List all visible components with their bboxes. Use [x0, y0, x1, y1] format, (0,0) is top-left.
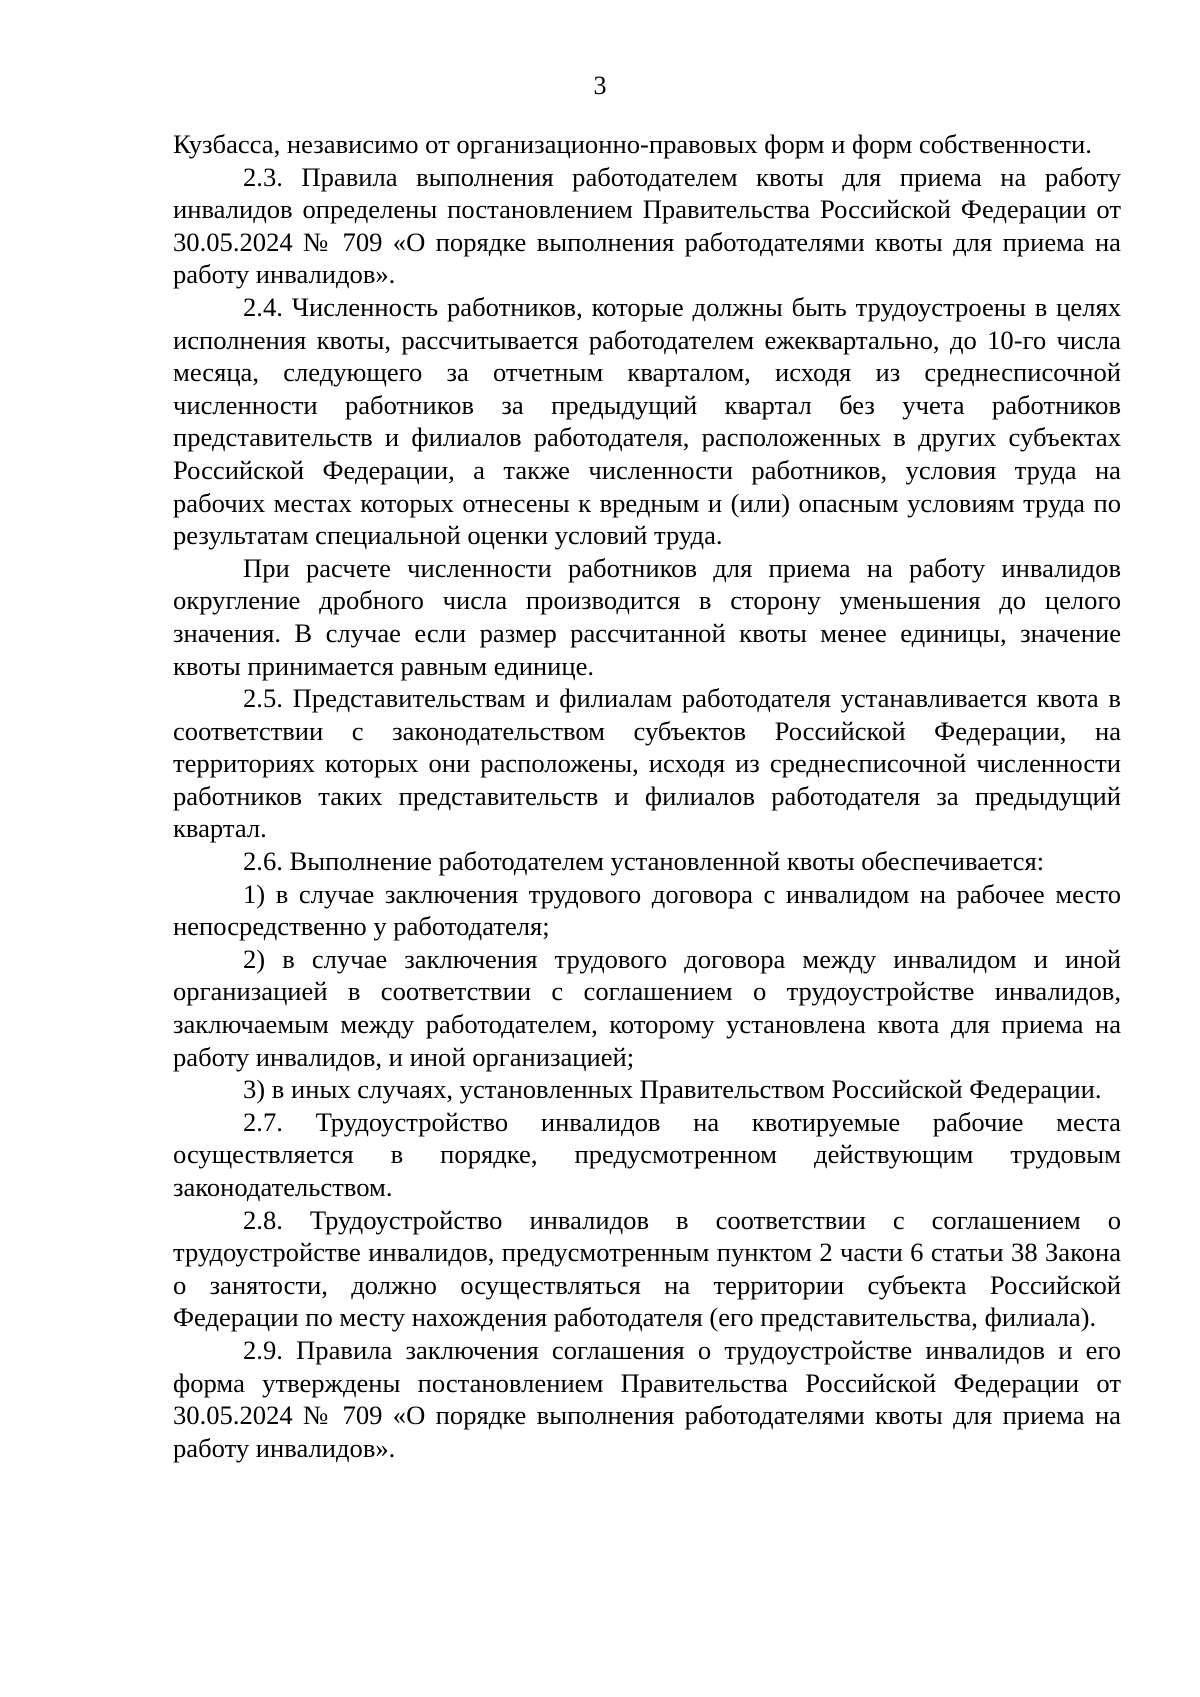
paragraph-2-8: 2.8. Трудоустройство инвалидов в соответствии с соглашением о трудоустройстве инвалидов, предусмотренным пунктом 2 части 6 статьи 38 Закона о занятости, должно осуществляться на территории субъекта Российской Федерации по месту нахождения работодателя (его представительства, филиала).	[173, 1204, 1121, 1333]
paragraph-2-9: 2.9. Правила заключения соглашения о трудоустройстве инвалидов и его форма утверждены постановлением Правительства Российской Федерации от 30.05.2024 № 709 «О порядке выполнения работодателями квоты для приема на работу инвалидов».	[173, 1334, 1121, 1463]
list-item-3: 3) в иных случаях, установленных Правительством Российской Федерации.	[243, 1074, 1102, 1105]
paragraph-2-7: 2.7. Трудоустройство инвалидов на квотируемые рабочие места осуществляется в порядке, предусмотренном действующим трудовым законодательством.	[173, 1106, 1121, 1202]
paragraph-quota-rounding: При расчете численности работников для приема на работу инвалидов округление дробного числа производится в сторону уменьшения до целого значения. В случае если размер рассчитанной квоты менее единицы, значение квоты принимается равным единице.	[173, 552, 1121, 681]
page-number: 3	[593, 71, 607, 100]
document-body	[173, 128, 1121, 1464]
paragraph-2-3: 2.3. Правила выполнения работодателем квоты для приема на работу инвалидов определены постановлением Правительства Российской Федерации от 30.05.2024 № 709 «О порядке выполнения работодателями квоты для приема на работу инвалидов».	[173, 161, 1121, 290]
list-item-1: 1) в случае заключения трудового договора с инвалидом на рабочее место непосредственно у работодателя;	[173, 878, 1121, 942]
list-item-2: 2) в случае заключения трудового договора между инвалидом и иной организацией в соответствии с соглашением о трудоустройстве инвалидов, заключаемым между работодателем, которому установлена квота для приема на работу инвалидов, и иной организацией;	[173, 943, 1121, 1072]
paragraph-2-6: 2.6. Выполнение работодателем установленной квоты обеспечивается:	[243, 846, 1045, 877]
paragraph-2-4: 2.4. Численность работников, которые должны быть трудоустроены в целях исполнения квоты, рассчитывается работодателем ежеквартально, до 10-го числа месяца, следующего за отчетным кварталом, исходя из среднесписочной численности работников за предыдущий квартал без учета работников представительств и филиалов работодателя, расположенных в других субъектах Российской Федерации, а также численности работников, условия труда на рабочих местах которых отнесены к вредным и (или) опасным условиям труда по результатам специальной оценки условий труда.	[173, 291, 1121, 551]
paragraph-continuation: Кузбасса, независимо от организационно-правовых форм и форм собственности.	[173, 129, 1092, 159]
paragraph-2-5: 2.5. Представительствам и филиалам работодателя устанавливается квота в соответствии с законодательством субъектов Российской Федерации, на территориях которых они расположены, исходя из среднесписочной численности работников таких представительств и филиалов работодателя за предыдущий квартал.	[173, 683, 1121, 844]
